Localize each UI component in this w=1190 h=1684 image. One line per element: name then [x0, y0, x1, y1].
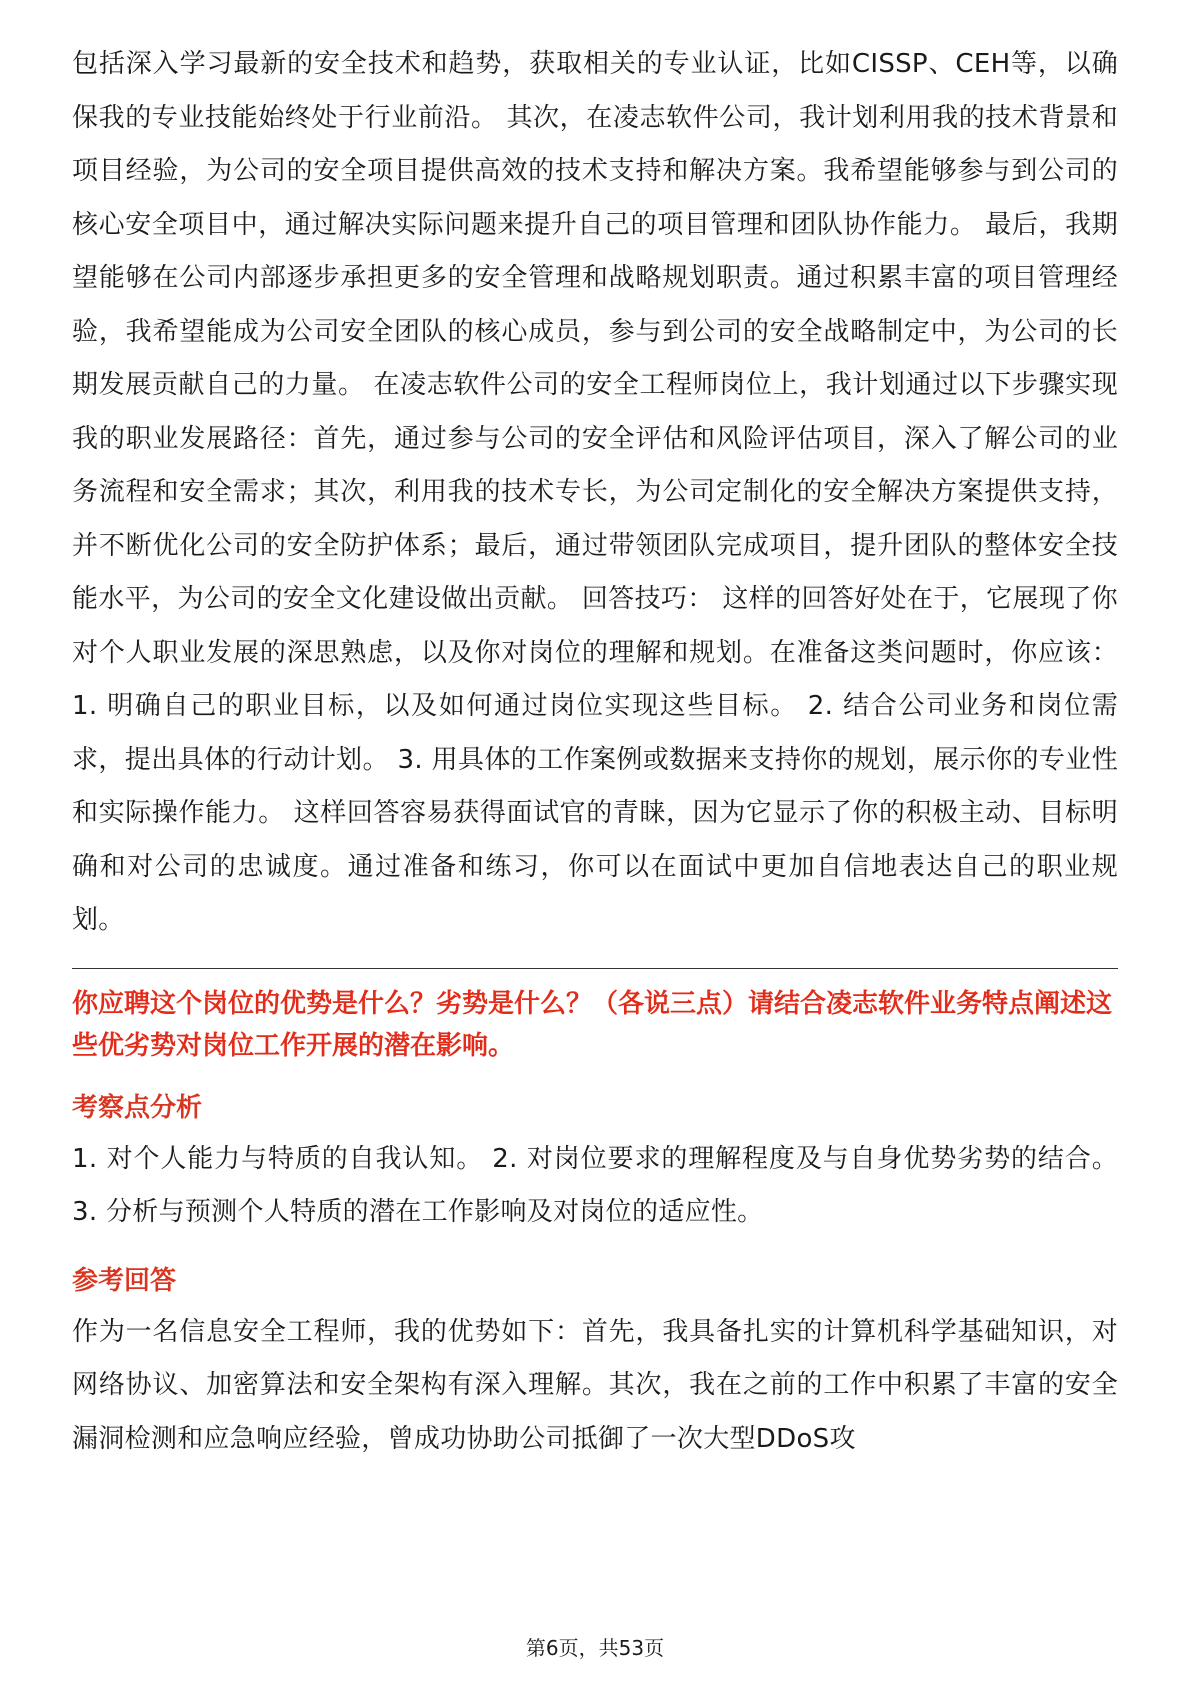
- page-number-footer: 第6页，共53页: [525, 1636, 665, 1660]
- analysis-body: 1. 对个人能力与特质的自我认知。 2. 对岗位要求的理解程度及与自身优势劣势的结合。 3. 分析与预测个人特质的潜在工作影响及对岗位的适应性。: [72, 1143, 1118, 1227]
- answer-body: 作为一名信息安全工程师，我的优势如下：首先，我具备扎实的计算机科学基础知识，对网络协议、加密算法和安全架构有深入理解。其次，我在之前的工作中积累了丰富的安全漏洞检测和应急响应经验，曾成功协助公司抵御了一次大型DDoS攻: [72, 1316, 1118, 1454]
- analysis-heading: 考察点分析: [72, 1092, 203, 1123]
- answer-heading: 参考回答: [72, 1265, 177, 1296]
- interview-question: 你应聘这个岗位的优势是什么？劣势是什么？（各说三点）请结合凌志软件业务特点阐述这些优劣势对岗位工作开展的潜在影响。: [72, 988, 1113, 1061]
- intro-paragraph: 包括深入学习最新的安全技术和趋势，获取相关的专业认证，比如CISSP、CEH等，以确保我的专业技能始终处于行业前沿。 其次，在凌志软件公司，我计划利用我的技术背景和项目经验，为公司的安全项目提供高效的技术支持和解决方案。我希望能够参与到公司的核心安全项目中，通过解决实际问题来提升自己的项目管理和团队协作能力。 最后，我期望能够在公司内部逐步承担更多的安全管理和战略规划职责。通过积累丰富的项目管理经验，我希望能成为公司安全团队的核心成员，参与到公司的安全战略制定中，为公司的长期发展贡献自己的力量。 在凌志软件公司的安全工程师岗位上，我计划通过以下步骤实现我的职业发展路径：首先，通过参与公司的安全评估和风险评估项目，深入了解公司的业务流程和安全需求；其次，利用我的技术专长，为公司定制化的安全解决方案提供支持，并不断优化公司的安全防护体系；最后，通过带领团队完成项目，提升团队的整体安全技能水平，为公司的安全文化建设做出贡献。 回答技巧： 这样的回答好处在于，它展现了你对个人职业发展的深思熟虑，以及你对岗位的理解和规划。在准备这类问题时，你应该： 1. 明确自己的职业目标，以及如何通过岗位实现这些目标。 2. 结合公司业务和岗位需求，提出具体的行动计划。 3. 用具体的工作案例或数据来支持你的规划，展示你的专业性和实际操作能力。 这样回答容易获得面试官的青睐，因为它显示了你的积极主动、目标明确和对公司的忠诚度。通过准备和练习，你可以在面试中更加自信地表达自己的职业规划。: [72, 49, 1118, 935]
- document-page: [72, 38, 1118, 1466]
- section-divider: [72, 968, 1118, 969]
